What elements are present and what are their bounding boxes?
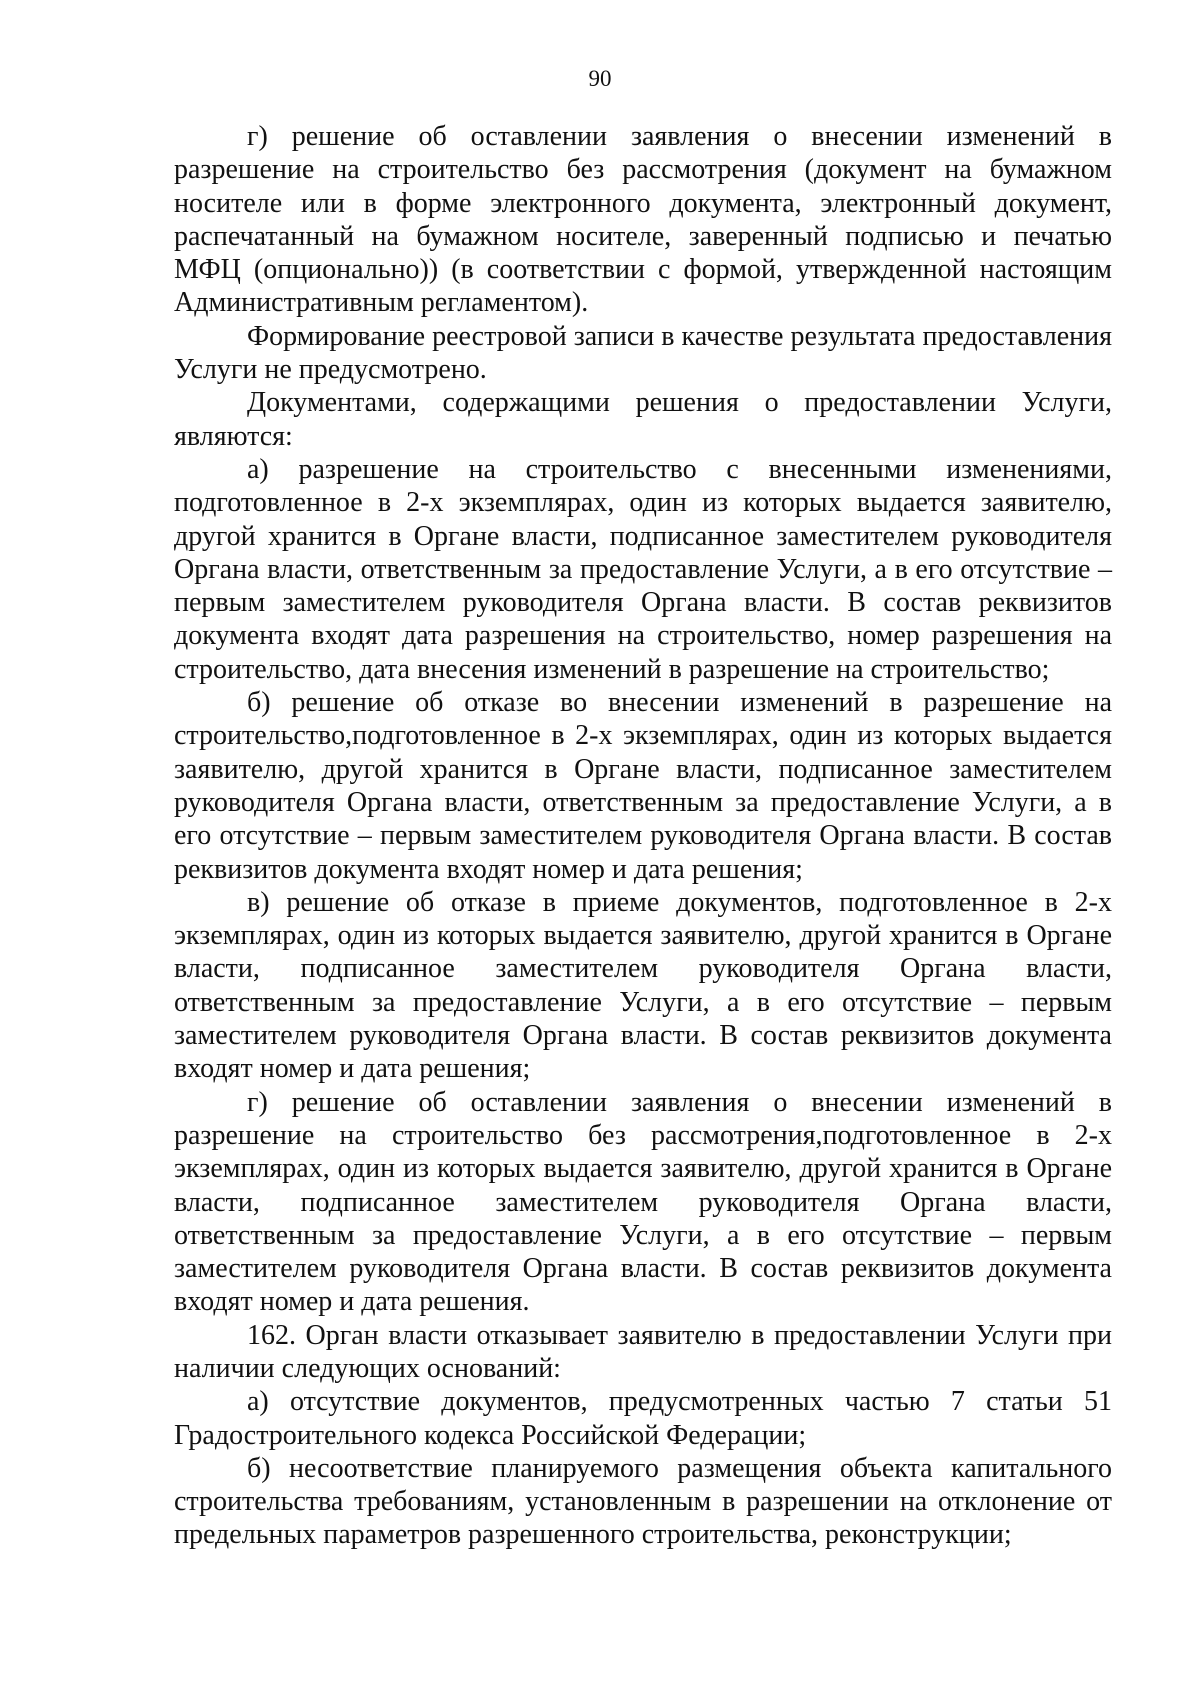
document-body bbox=[174, 120, 1112, 1552]
paragraph-item-a-permit: а) разрешение на строительство с внесенными изменениями, подготовленное в 2-х экземплярах, один из которых выдается заявителю, другой хранится в Органе власти, подписанное заместителем руководителя Органа власти, ответственным за предоставление Услуги, а в его отсутствие – первым заместителем руководителя Органа власти. В состав реквизитов документа входят дата разрешения на строительство, номер разрешения на строительство, дата внесения изменений в разрешение на строительство; bbox=[174, 453, 1112, 685]
paragraph-162-item-a: а) отсутствие документов, предусмотренных частью 7 статьи 51 Градостроительного кодекса Российской Федерации; bbox=[174, 1386, 1112, 1451]
paragraph-162-grounds-intro: 162. Орган власти отказывает заявителю в предоставлении Услуги при наличии следующих оснований: bbox=[174, 1319, 1112, 1384]
paragraph-documents-intro: Документами, содержащими решения о предоставлении Услуги, являются: bbox=[174, 387, 1112, 452]
paragraph-registry-record: Формирование реестровой записи в качестве результата предоставления Услуги не предусмотрено. bbox=[174, 320, 1112, 386]
page-number: 90 bbox=[588, 66, 612, 91]
paragraph-item-b-refusal-changes: б) решение об отказе во внесении изменений в разрешение на строительство,подготовленное в 2-х экземплярах, один из которых выдается заявителю, другой хранится в Органе власти, подписанное заместителем руководителя Органа власти, ответственным за предоставление Услуги, а в его отсутствие – первым заместителем руководителя Органа власти. В состав реквизитов документа входят номер и дата решения; bbox=[174, 687, 1112, 885]
paragraph-item-g-leave-without-consideration: г) решение об оставлении заявления о внесении изменений в разрешение на строительство без рассмотрения,подготовленное в 2-х экземплярах, один из которых выдается заявителю, другой хранится в Органе власти, подписанное заместителем руководителя Органа власти, ответственным за предоставление Услуги, а в его отсутствие – первым заместителем руководителя Органа власти. В состав реквизитов документа входят номер и дата решения. bbox=[174, 1086, 1112, 1318]
paragraph-item-v-refusal-acceptance: в) решение об отказе в приеме документов, подготовленное в 2-х экземплярах, один из которых выдается заявителю, другой хранится в Органе власти, подписанное заместителем руководителя Органа власти, ответственным за предоставление Услуги, а в его отсутствие – первым заместителем руководителя Органа власти. В состав реквизитов документа входят номер и дата решения; bbox=[174, 886, 1112, 1085]
paragraph-decision-leave-without-consideration: г) решение об оставлении заявления о внесении изменений в разрешение на строительство без рассмотрения (документ на бумажном носителе или в форме электронного документа, электронный документ, распечатанный на бумажном носителе, заверенный подписью и печатью МФЦ (опционально)) (в соответствии с формой, утвержденной настоящим Административным регламентом). bbox=[174, 121, 1112, 319]
paragraph-162-item-b: б) несоответствие планируемого размещения объекта капитального строительства требованиям, установленным в разрешении на отклонение от предельных параметров разрешенного строительства, реконструкции; bbox=[174, 1452, 1112, 1551]
